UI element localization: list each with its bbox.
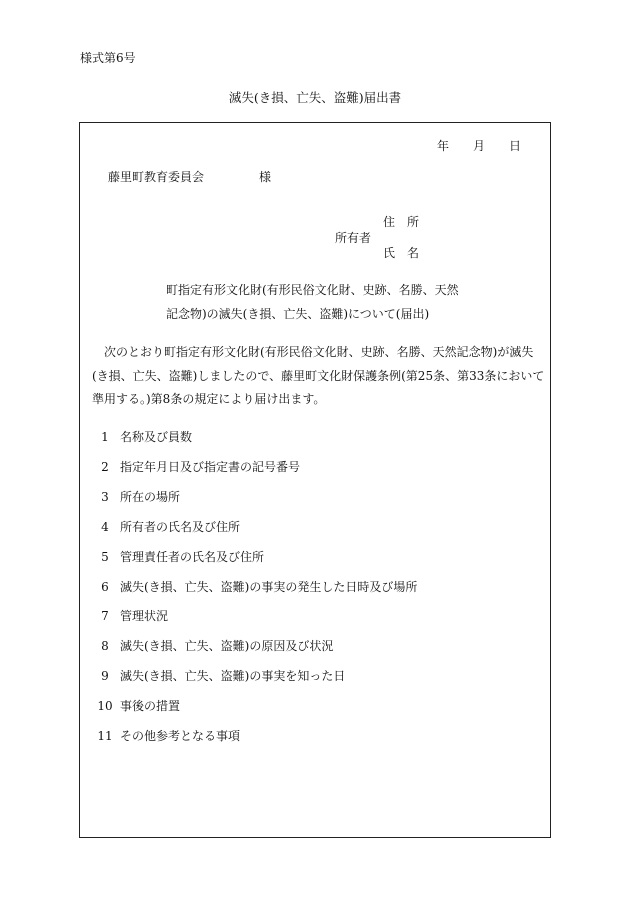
list-item-number: 6: [101, 579, 109, 594]
list-item: [90, 578, 417, 595]
list-item-number: 10: [97, 699, 113, 714]
list-item: [90, 488, 180, 505]
owner-name-label: 氏 名: [383, 246, 420, 260]
list-item: [90, 458, 300, 475]
owner-address-label: 住 所: [383, 215, 420, 229]
list-item-label: 滅失(き損、亡失、盗難)の事実を知った日: [120, 669, 346, 684]
date-month-label: 月: [472, 139, 485, 153]
list-item: [90, 727, 240, 744]
form-number: 様式第6号: [80, 51, 136, 65]
addressee-name: 藤里町教育委員会: [108, 170, 205, 184]
date-day-label: 日: [508, 139, 521, 153]
list-item: [90, 607, 168, 624]
list-item-label: 所在の場所: [120, 489, 181, 504]
list-item: [90, 667, 345, 684]
list-item-label: その他参考となる事項: [120, 729, 241, 743]
list-item-number: 1: [101, 430, 109, 444]
list-item-number: 11: [97, 729, 113, 743]
list-item: [90, 548, 264, 565]
list-item-number: 7: [101, 609, 109, 624]
list-item-label: 所有者の氏名及び住所: [120, 519, 241, 534]
list-item-number: 9: [101, 669, 109, 684]
list-item-label: 管理状況: [120, 609, 169, 624]
subject-line-1: 町指定有形文化財(有形民俗文化財、史跡、名勝、天然: [166, 283, 459, 297]
body-paragraph: 次のとおり町指定有形文化財(有形民俗文化財、史跡、名勝、天然記念物)が滅失(き損、亡失、盗難)しましたので、藤里町文化財保護条例(第25条、第33条において準用する。)第8条の規定により届け出ます。: [92, 345, 545, 406]
document-title: 滅失(き損、亡失、盗難)届出書: [228, 90, 402, 105]
list-item-label: 管理責任者の氏名及び住所: [120, 549, 265, 564]
list-item-number: 3: [101, 489, 109, 504]
list-item-number: 8: [101, 639, 109, 654]
list-item-label: 指定年月日及び指定書の記号番号: [120, 459, 301, 474]
list-item-number: 5: [101, 549, 109, 564]
list-item: [90, 428, 192, 445]
list-item-number: 4: [101, 519, 109, 534]
list-item-label: 滅失(き損、亡失、盗難)の原因及び状況: [120, 639, 334, 654]
date-row: [437, 137, 521, 154]
list-item: [90, 697, 180, 714]
owner-label: 所有者: [335, 231, 372, 245]
list-item-label: 名称及び員数: [120, 430, 193, 444]
list-item-number: 2: [101, 459, 109, 474]
list-item: [90, 637, 333, 654]
list-item-label: 事後の措置: [120, 699, 181, 714]
list-item-label: 滅失(き損、亡失、盗難)の事実の発生した日時及び場所: [120, 579, 418, 594]
date-year-label: 年: [436, 139, 449, 153]
list-item: [90, 518, 240, 535]
subject-line-2: 記念物)の滅失(き損、亡失、盗難)について(届出): [166, 307, 430, 321]
addressee-honorific: 様: [259, 170, 272, 184]
